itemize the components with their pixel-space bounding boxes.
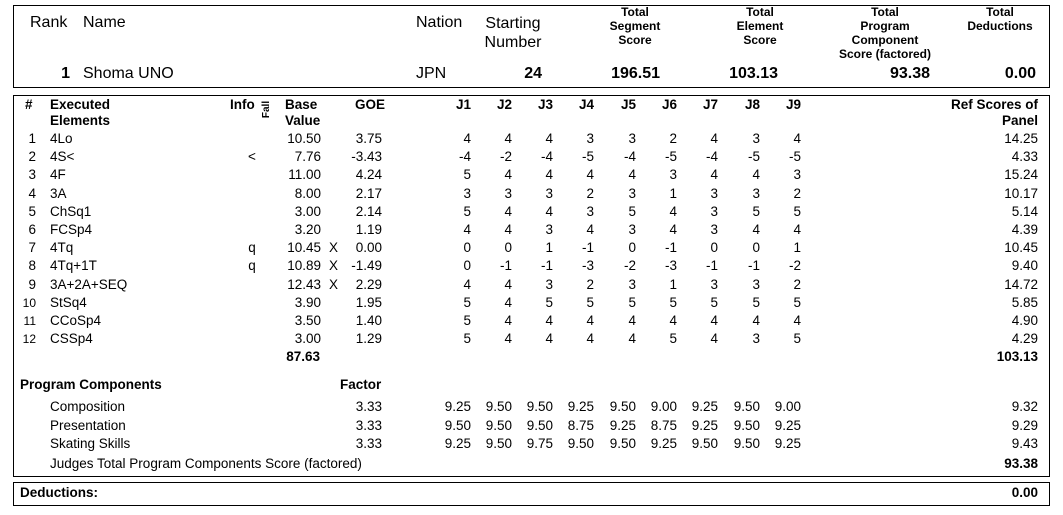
element-judge-score: 5 — [463, 313, 471, 328]
pcs-judge-score: 9.25 — [691, 418, 718, 433]
element-judge-score: -5 — [664, 149, 677, 164]
nation-label: Nation — [416, 14, 463, 31]
skater-starting-number: 24 — [524, 65, 542, 82]
pcs-judge-score: 9.50 — [609, 399, 636, 414]
rank-label: Rank — [30, 14, 68, 31]
name-label: Name — [83, 14, 126, 31]
element-goe: 1.40 — [355, 313, 382, 328]
col-fall-header: Fall — [261, 100, 273, 119]
element-base-value: 3.50 — [294, 313, 321, 328]
col-judge-header: J2 — [496, 97, 512, 112]
element-number: 10 — [22, 296, 36, 310]
element-judge-score: 4 — [793, 131, 801, 146]
element-number: 6 — [28, 222, 36, 237]
element-judge-score: -1 — [705, 258, 718, 273]
element-judge-score: 3 — [710, 277, 718, 292]
element-ref-score: 4.29 — [1011, 331, 1038, 346]
pcs-ref-score: 9.32 — [1011, 399, 1038, 414]
element-judge-score: -4 — [540, 149, 553, 164]
skater-total-pcs: 93.38 — [889, 65, 930, 82]
element-judge-score: -2 — [623, 258, 636, 273]
element-goe: 1.19 — [355, 222, 382, 237]
element-judge-score: 4 — [628, 313, 636, 328]
pcs-judge-score: 9.50 — [609, 436, 636, 451]
element-number: 8 — [28, 258, 36, 273]
element-judge-score: 4 — [586, 222, 594, 237]
element-judge-score: -5 — [788, 149, 801, 164]
element-judge-score: 4 — [752, 167, 760, 182]
element-goe: 4.24 — [355, 167, 382, 182]
pcs-judge-score: 9.25 — [774, 436, 801, 451]
element-judge-score: 4 — [545, 131, 553, 146]
element-name: CSSp4 — [50, 331, 93, 346]
element-judge-score: 3 — [710, 186, 718, 201]
element-number: 7 — [28, 240, 36, 255]
pcs-judge-score: 9.25 — [609, 418, 636, 433]
pcs-judge-score: 9.50 — [733, 399, 760, 414]
col-ref-header: Ref Scores of Panel — [950, 97, 1038, 128]
element-judge-score: -3 — [581, 258, 594, 273]
element-judge-score: 0 — [628, 240, 636, 255]
element-base-value: 10.45 — [287, 240, 321, 255]
element-name: StSq4 — [50, 295, 87, 310]
element-judge-score: 5 — [793, 204, 801, 219]
element-judge-score: 4 — [504, 331, 512, 346]
element-judge-score: 2 — [793, 277, 801, 292]
col-judge-header: J3 — [537, 97, 553, 112]
element-judge-score: 4 — [669, 222, 677, 237]
skater-nation: JPN — [416, 65, 447, 82]
col-judge-header: J6 — [661, 97, 677, 112]
pcs-total-value: 93.38 — [1004, 456, 1038, 471]
pcs-judge-score: 9.25 — [691, 399, 718, 414]
element-info: < — [248, 149, 256, 164]
element-judge-score: 4 — [504, 167, 512, 182]
element-judge-score: -1 — [664, 240, 677, 255]
element-judge-score: 4 — [504, 277, 512, 292]
col-judge-header: J9 — [785, 97, 801, 112]
total-deductions-label: Total Deductions — [967, 5, 1033, 33]
element-number: 11 — [23, 314, 36, 328]
element-judge-score: 4 — [710, 331, 718, 346]
element-judge-score: 5 — [586, 295, 594, 310]
element-number: 3 — [28, 167, 36, 182]
element-judge-score: 4 — [545, 313, 553, 328]
skater-total-deductions: 0.00 — [1004, 65, 1036, 82]
col-goe-header: GOE — [355, 97, 386, 112]
element-judge-score: 4 — [463, 222, 471, 237]
col-num-header: # — [25, 97, 33, 112]
element-name: 4Tq+1T — [50, 258, 97, 273]
element-judge-score: -1 — [499, 258, 512, 273]
element-judge-score: 4 — [586, 313, 594, 328]
element-judge-score: 3 — [752, 331, 760, 346]
element-bonus-mark: X — [329, 258, 339, 273]
element-name: 4Tq — [50, 240, 74, 255]
element-base-value: 7.76 — [294, 149, 321, 164]
element-base-value: 10.89 — [287, 258, 321, 273]
pcs-judge-score: 9.00 — [650, 399, 677, 414]
element-judge-score: 4 — [586, 331, 594, 346]
element-goe: 2.14 — [355, 204, 382, 219]
element-judge-score: 4 — [793, 222, 801, 237]
pcs-judge-score: 9.50 — [444, 418, 471, 433]
element-judge-score: 1 — [545, 240, 553, 255]
element-judge-score: 3 — [710, 222, 718, 237]
skater-total-element-score: 103.13 — [729, 65, 778, 82]
element-judge-score: 3 — [669, 167, 677, 182]
element-ref-score: 14.25 — [1004, 131, 1038, 146]
element-number: 1 — [28, 131, 36, 146]
skater-rank: 1 — [61, 65, 70, 82]
element-judge-score: 4 — [628, 331, 636, 346]
element-judge-score: -4 — [705, 149, 718, 164]
element-name: FCSp4 — [50, 222, 93, 237]
pcs-judge-score: 9.50 — [485, 436, 512, 451]
element-judge-score: -2 — [499, 149, 512, 164]
element-judge-score: 3 — [586, 204, 594, 219]
pcs-judge-score: 9.50 — [733, 418, 760, 433]
element-goe: 3.75 — [355, 131, 382, 146]
element-judge-score: 3 — [628, 186, 636, 201]
element-judge-score: 4 — [504, 295, 512, 310]
element-judge-score: 5 — [669, 295, 677, 310]
element-judge-score: 3 — [545, 277, 553, 292]
pcs-judge-score: 9.75 — [526, 436, 553, 451]
element-goe: 2.17 — [355, 186, 382, 201]
element-ref-score: 4.90 — [1011, 313, 1038, 328]
element-judge-score: 3 — [793, 167, 801, 182]
element-judge-score: 4 — [628, 167, 636, 182]
element-judge-score: 3 — [545, 222, 553, 237]
element-judge-score: -4 — [623, 149, 636, 164]
element-judge-score: -5 — [747, 149, 760, 164]
element-base-value: 3.00 — [294, 331, 321, 346]
element-name: 4Lo — [50, 131, 73, 146]
element-judge-score: 4 — [504, 204, 512, 219]
pcs-judge-score: 9.50 — [691, 436, 718, 451]
element-judge-score: 4 — [545, 204, 553, 219]
element-judge-score: 3 — [752, 131, 760, 146]
element-name: 3A+2A+SEQ — [50, 277, 128, 292]
element-judge-score: 1 — [669, 277, 677, 292]
element-judge-score: 3 — [752, 186, 760, 201]
element-goe: 2.29 — [355, 277, 382, 292]
pcs-judge-score: 9.25 — [774, 418, 801, 433]
col-judge-header: J8 — [744, 97, 760, 112]
pcs-judge-score: 9.50 — [485, 399, 512, 414]
pcs-ref-score: 9.29 — [1011, 418, 1038, 433]
element-judge-score: -4 — [458, 149, 471, 164]
element-judge-score: 5 — [628, 204, 636, 219]
element-judge-score: 5 — [793, 295, 801, 310]
pcs-name: Presentation — [50, 418, 126, 433]
element-goe: -3.43 — [351, 149, 382, 164]
pcs-judge-score: 9.50 — [485, 418, 512, 433]
col-judge-header: J5 — [620, 97, 636, 112]
deductions-label: Deductions: — [20, 485, 99, 500]
element-judge-score: 5 — [463, 204, 471, 219]
pcs-name: Composition — [50, 399, 126, 414]
element-judge-score: 4 — [710, 313, 718, 328]
element-name: 4S< — [50, 149, 75, 164]
element-number: 2 — [28, 149, 36, 164]
element-judge-score: 2 — [793, 186, 801, 201]
total-segment-score-label: Total Segment Score — [609, 5, 661, 47]
pcs-factor: 3.33 — [355, 436, 382, 451]
element-goe: 0.00 — [355, 240, 382, 255]
element-judge-score: 4 — [504, 313, 512, 328]
element-judge-score: 5 — [463, 331, 471, 346]
element-judge-score: 4 — [504, 131, 512, 146]
skater-name: Shoma UNO — [83, 65, 174, 82]
pcs-ref-score: 9.43 — [1011, 436, 1038, 451]
element-judge-score: 4 — [710, 167, 718, 182]
element-name: 3A — [50, 186, 67, 201]
element-base-value: 10.50 — [287, 131, 321, 146]
element-judge-score: 3 — [628, 222, 636, 237]
col-info-header: Info — [230, 97, 255, 112]
element-judge-score: -5 — [581, 149, 594, 164]
element-judge-score: 4 — [669, 204, 677, 219]
pcs-judge-score: 9.25 — [650, 436, 677, 451]
element-judge-score: -1 — [540, 258, 553, 273]
pcs-judge-score: 9.00 — [774, 399, 801, 414]
program-components-title: Program Components — [20, 377, 162, 392]
element-number: 12 — [22, 332, 36, 346]
element-judge-score: 0 — [710, 240, 718, 255]
element-name: CCoSp4 — [50, 313, 102, 328]
element-judge-score: 4 — [545, 167, 553, 182]
col-executed-header: Executed Elements — [50, 97, 111, 128]
starting-number-label: Starting Number — [484, 15, 542, 51]
element-judge-score: 0 — [463, 258, 471, 273]
pcs-judge-score: 9.50 — [526, 418, 553, 433]
element-score-total: 103.13 — [996, 349, 1038, 364]
element-judge-score: 3 — [752, 277, 760, 292]
element-judge-score: 3 — [463, 186, 471, 201]
pcs-judge-score: 9.50 — [567, 436, 594, 451]
base-value-total: 87.63 — [286, 349, 320, 364]
element-judge-score: -1 — [581, 240, 594, 255]
element-ref-score: 14.72 — [1004, 277, 1038, 292]
pcs-judge-score: 9.50 — [733, 436, 760, 451]
element-judge-score: 5 — [463, 167, 471, 182]
element-judge-score: 5 — [628, 295, 636, 310]
element-number: 4 — [28, 186, 36, 201]
element-base-value: 3.20 — [294, 222, 321, 237]
element-judge-score: 5 — [793, 331, 801, 346]
element-name: 4F — [50, 167, 66, 182]
element-goe: 1.29 — [355, 331, 382, 346]
element-judge-score: 3 — [586, 131, 594, 146]
element-base-value: 8.00 — [294, 186, 321, 201]
element-info: q — [248, 240, 256, 255]
element-judge-score: 4 — [463, 131, 471, 146]
element-judge-score: 1 — [793, 240, 801, 255]
element-base-value: 12.43 — [287, 277, 321, 292]
element-judge-score: 1 — [669, 186, 677, 201]
col-judge-header: J4 — [578, 97, 594, 112]
element-judge-score: -1 — [747, 258, 760, 273]
element-judge-score: 0 — [504, 240, 512, 255]
element-judge-score: -3 — [664, 258, 677, 273]
pcs-judge-score: 8.75 — [650, 418, 677, 433]
element-judge-score: 4 — [752, 222, 760, 237]
element-judge-score: 0 — [463, 240, 471, 255]
element-ref-score: 4.39 — [1011, 222, 1038, 237]
pcs-judge-score: 8.75 — [567, 418, 594, 433]
element-judge-score: 3 — [504, 186, 512, 201]
element-judge-score: 0 — [752, 240, 760, 255]
element-base-value: 3.00 — [294, 204, 321, 219]
element-judge-score: 5 — [752, 204, 760, 219]
element-judge-score: 4 — [504, 222, 512, 237]
element-judge-score: 4 — [710, 131, 718, 146]
element-judge-score: 5 — [463, 295, 471, 310]
pcs-judge-score: 9.25 — [567, 399, 594, 414]
element-base-value: 11.00 — [288, 167, 321, 182]
element-ref-score: 4.33 — [1011, 149, 1038, 164]
deductions-value: 0.00 — [1011, 485, 1038, 500]
element-judge-score: 5 — [669, 331, 677, 346]
element-number: 5 — [28, 204, 36, 219]
element-judge-score: 5 — [710, 295, 718, 310]
element-judge-score: 5 — [545, 295, 553, 310]
element-judge-score: 3 — [628, 131, 636, 146]
pcs-judge-score: 9.25 — [444, 399, 471, 414]
pcs-judge-score: 9.25 — [444, 436, 471, 451]
element-number: 9 — [28, 277, 36, 292]
element-judge-score: 2 — [669, 131, 677, 146]
element-judge-score: 3 — [710, 204, 718, 219]
element-judge-score: 2 — [586, 186, 594, 201]
element-judge-score: 4 — [669, 313, 677, 328]
element-ref-score: 10.17 — [1004, 186, 1038, 201]
pcs-total-label: Judges Total Program Components Score (factored) — [50, 456, 362, 471]
total-element-score-label: Total Element Score — [736, 5, 784, 47]
element-judge-score: 3 — [628, 277, 636, 292]
element-goe: -1.49 — [351, 258, 382, 273]
element-info: q — [248, 258, 256, 273]
element-judge-score: 4 — [586, 167, 594, 182]
element-ref-score: 15.24 — [1004, 167, 1038, 182]
col-base-value-header: Base Value — [285, 97, 321, 128]
element-judge-score: 4 — [463, 277, 471, 292]
element-name: ChSq1 — [50, 204, 92, 219]
element-bonus-mark: X — [329, 277, 339, 292]
element-judge-score: 4 — [752, 313, 760, 328]
element-judge-score: 4 — [793, 313, 801, 328]
pcs-factor: 3.33 — [355, 418, 382, 433]
element-base-value: 3.90 — [294, 295, 321, 310]
element-ref-score: 5.14 — [1011, 204, 1038, 219]
pcs-name: Skating Skills — [50, 436, 131, 451]
element-ref-score: 9.40 — [1011, 258, 1038, 273]
element-judge-score: 2 — [586, 277, 594, 292]
factor-header: Factor — [340, 377, 382, 392]
skater-total-segment-score: 196.51 — [611, 65, 660, 82]
element-goe: 1.95 — [355, 295, 382, 310]
element-ref-score: 10.45 — [1004, 240, 1038, 255]
total-pcs-label: Total Program Component Score (factored) — [838, 5, 932, 61]
element-judge-score: 5 — [752, 295, 760, 310]
col-judge-header: J7 — [702, 97, 718, 112]
element-judge-score: 3 — [545, 186, 553, 201]
element-ref-score: 5.85 — [1011, 295, 1038, 310]
element-judge-score: 4 — [545, 331, 553, 346]
element-bonus-mark: X — [329, 240, 339, 255]
deductions-box — [13, 482, 1050, 506]
col-judge-header: J1 — [455, 97, 471, 112]
pcs-judge-score: 9.50 — [526, 399, 553, 414]
element-judge-score: -2 — [788, 258, 801, 273]
pcs-factor: 3.33 — [355, 399, 382, 414]
